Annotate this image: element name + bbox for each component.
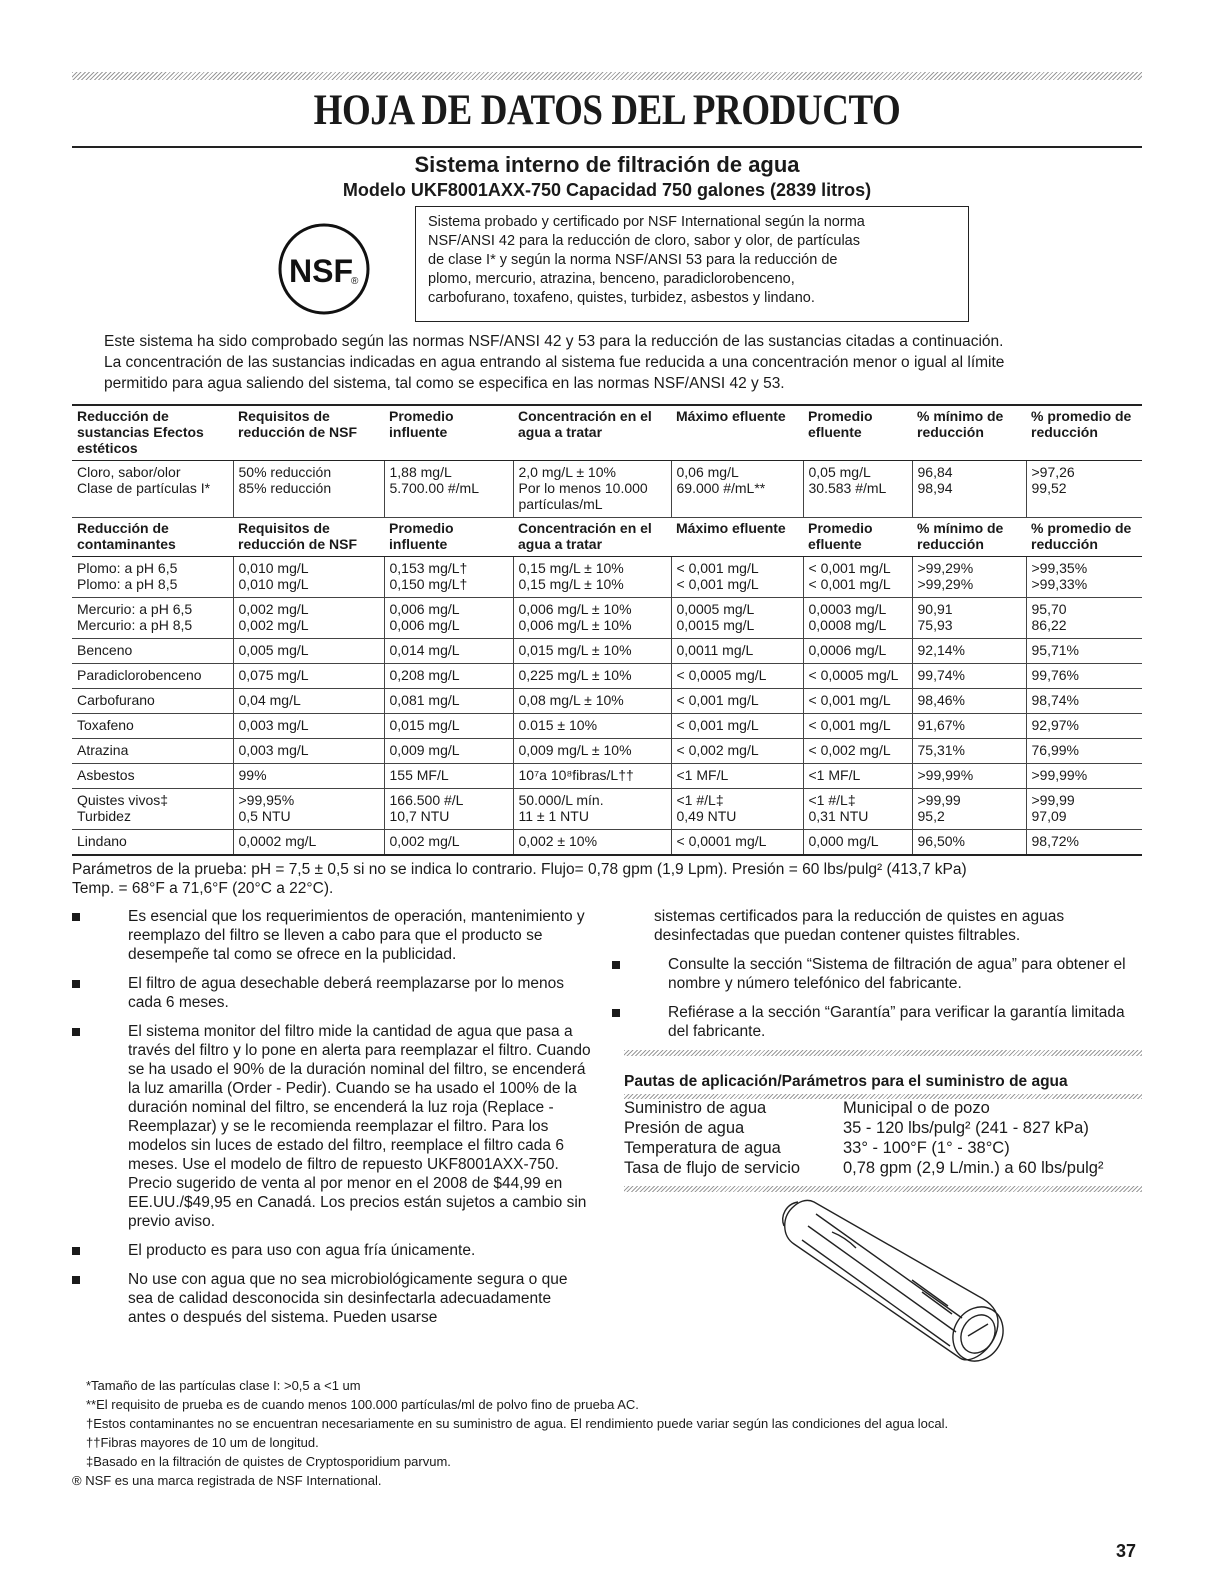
bullet-text: Es esencial que los requerimientos de operación, mantenimiento y reemplazo del filtro se lleven a cabo para que el producto se desempeñe tal como se ofrece en la publicidad. bbox=[128, 908, 585, 963]
bullet-item bbox=[72, 907, 592, 964]
table-cell: 0,0006 mg/L bbox=[803, 639, 912, 664]
column-header: % promedio de reducción bbox=[1026, 405, 1142, 461]
table-cell: 95,70 86,22 bbox=[1026, 598, 1142, 639]
page-title: HOJA DE DATOS DEL PRODUCTO bbox=[313, 87, 901, 134]
bullet-text: El filtro de agua desechable deberá reemplazarse por lo menos cada 6 meses. bbox=[128, 975, 564, 1011]
column-header: Promedio influente bbox=[384, 518, 513, 557]
nsf-logo-text: NSF bbox=[289, 253, 353, 289]
table-cell: 0,08 mg/L ± 10% bbox=[513, 689, 671, 714]
left-bullet-column bbox=[72, 907, 592, 1337]
bullet-continuation: sistemas certificados para la reducción de quistes en aguas desinfectadas que puedan contener quistes filtrables. bbox=[654, 908, 1065, 944]
bullet-square-icon bbox=[612, 961, 620, 969]
table-cell: < 0,001 mg/L bbox=[671, 689, 803, 714]
column-header: Promedio efluente bbox=[803, 405, 912, 461]
table-cell: 0,006 mg/L ± 10% 0,006 mg/L ± 10% bbox=[513, 598, 671, 639]
table-cell: Asbestos bbox=[72, 764, 233, 789]
bullet-square-icon bbox=[72, 1247, 80, 1255]
nsf-logo-icon bbox=[277, 222, 371, 316]
table-cell: 91,67% bbox=[912, 714, 1026, 739]
table-cell: <1 MF/L bbox=[803, 764, 912, 789]
footnote: **El requisito de prueba es de cuando menos 100.000 partículas/ml de polvo fino de prueba AC. bbox=[86, 1397, 639, 1412]
guidelines-table bbox=[624, 1098, 1142, 1178]
table-cell: <1 MF/L bbox=[671, 764, 803, 789]
page-number: 37 bbox=[1116, 1541, 1137, 1561]
column-header: % mínimo de reducción bbox=[912, 405, 1026, 461]
table-cell: >97,26 99,52 bbox=[1026, 461, 1142, 518]
guidelines-value: 35 - 120 lbs/pulg² (241 - 827 kPa) bbox=[843, 1119, 1089, 1137]
table-cell: >99,29% >99,29% bbox=[912, 557, 1026, 598]
table-cell: 0,002 ± 10% bbox=[513, 830, 671, 856]
table-cell: >99,95% 0,5 NTU bbox=[233, 789, 384, 830]
table-cell: 0,0011 mg/L bbox=[671, 639, 803, 664]
table-cell: 76,99% bbox=[1026, 739, 1142, 764]
table-cell: < 0,0001 mg/L bbox=[671, 830, 803, 856]
certification-box bbox=[415, 206, 969, 322]
guidelines-title: Pautas de aplicación/Parámetros para el suministro de agua bbox=[624, 1073, 1068, 1090]
guidelines-label: Temperatura de agua bbox=[624, 1139, 781, 1157]
table-row bbox=[72, 664, 1142, 689]
table-cell: Paradiclorobenceno bbox=[72, 664, 233, 689]
intro-line: La concentración de las sustancias indicadas en agua entrando al sistema fue reducida a una concentración menor o igual al límite bbox=[104, 354, 1005, 371]
guidelines-label: Suministro de agua bbox=[624, 1099, 767, 1117]
model-line: Modelo UKF8001AXX-750 Capacidad 750 galones (2839 litros) bbox=[342, 180, 872, 200]
bullet-item bbox=[72, 1022, 592, 1231]
column-header: % promedio de reducción bbox=[1026, 518, 1142, 557]
table-cell: 0,009 mg/L bbox=[384, 739, 513, 764]
svg-text:®: ® bbox=[351, 276, 359, 287]
table-cell: 0,006 mg/L 0,006 mg/L bbox=[384, 598, 513, 639]
test-parameters bbox=[72, 860, 1152, 898]
certification-line: Sistema probado y certificado por NSF International según la norma bbox=[428, 214, 865, 230]
table-cell: <1 #/L‡ 0,49 NTU bbox=[671, 789, 803, 830]
table-row bbox=[72, 764, 1142, 789]
table-cell: 0,15 mg/L ± 10% 0,15 mg/L ± 10% bbox=[513, 557, 671, 598]
table-cell: 0,04 mg/L bbox=[233, 689, 384, 714]
table-cell: 1,88 mg/L 5.700.00 #/mL bbox=[384, 461, 513, 518]
footnote: ® NSF es una marca registrada de NSF International. bbox=[72, 1473, 382, 1488]
table-cell: Quistes vivos‡ Turbidez bbox=[72, 789, 233, 830]
guidelines-hatch-top bbox=[624, 1050, 1142, 1056]
footnotes bbox=[72, 1376, 1152, 1490]
table-cell: 0,0002 mg/L bbox=[233, 830, 384, 856]
table-cell: 0,153 mg/L† 0,150 mg/L† bbox=[384, 557, 513, 598]
table-cell: 98,74% bbox=[1026, 689, 1142, 714]
table-cell: 0,05 mg/L 30.583 #/mL bbox=[803, 461, 912, 518]
footnote: ††Fibras mayores de 10 um de longitud. bbox=[86, 1435, 319, 1450]
table-cell: < 0,001 mg/L < 0,001 mg/L bbox=[671, 557, 803, 598]
table-cell: 98,72% bbox=[1026, 830, 1142, 856]
table-cell: < 0,0005 mg/L bbox=[803, 664, 912, 689]
table-cell: 0,002 mg/L bbox=[384, 830, 513, 856]
table-cell: 0,225 mg/L ± 10% bbox=[513, 664, 671, 689]
table-cell: >99,99% bbox=[1026, 764, 1142, 789]
table-cell: 0,010 mg/L 0,010 mg/L bbox=[233, 557, 384, 598]
title-divider bbox=[72, 146, 1142, 148]
column-header: Promedio efluente bbox=[803, 518, 912, 557]
test-parameters-line2: Temp. = 68°F a 71,6°F (20°C a 22°C). bbox=[72, 880, 334, 897]
table-cell: <1 #/L‡ 0,31 NTU bbox=[803, 789, 912, 830]
bullet-text: El producto es para uso con agua fría únicamente. bbox=[128, 1242, 476, 1259]
table-cell: Benceno bbox=[72, 639, 233, 664]
table-cell: < 0,001 mg/L bbox=[671, 714, 803, 739]
guidelines-row bbox=[624, 1158, 1142, 1178]
table-cell: 50.000/L mín. 11 ± 1 NTU bbox=[513, 789, 671, 830]
table-cell: 50% reducción 85% reducción bbox=[233, 461, 384, 518]
column-header: % mínimo de reducción bbox=[912, 518, 1026, 557]
table-cell: 92,97% bbox=[1026, 714, 1142, 739]
table-row bbox=[72, 461, 1142, 518]
column-header: Máximo efluente bbox=[671, 405, 803, 461]
table-cell: 0,075 mg/L bbox=[233, 664, 384, 689]
column-header: Máximo efluente bbox=[671, 518, 803, 557]
intro-line: permitido para agua saliendo del sistema, tal como se especifica en las normas NSF/ANSI 42 y 53. bbox=[104, 375, 785, 392]
certification-line: de clase I* y según la norma NSF/ANSI 53 para la reducción de bbox=[428, 252, 838, 268]
table-cell: 2,0 mg/L ± 10% Por lo menos 10.000 partículas/mL bbox=[513, 461, 671, 518]
guidelines-value: 0,78 gpm (2,9 L/min.) a 60 lbs/pulg² bbox=[843, 1159, 1104, 1177]
water-filter-cartridge-icon bbox=[772, 1196, 1012, 1368]
guidelines-hatch-bottom bbox=[624, 1186, 1142, 1192]
column-header: Reducción de contaminantes bbox=[72, 518, 233, 557]
bullet-square-icon bbox=[612, 1009, 620, 1017]
table-cell: < 0,001 mg/L bbox=[803, 689, 912, 714]
table-cell: 75,31% bbox=[912, 739, 1026, 764]
bullet-square-icon bbox=[72, 1028, 80, 1036]
table-row bbox=[72, 598, 1142, 639]
table-cell: 96,50% bbox=[912, 830, 1026, 856]
table-cell: 0,0003 mg/L 0,0008 mg/L bbox=[803, 598, 912, 639]
column-header: Concentración en el agua a tratar bbox=[513, 518, 671, 557]
table-row bbox=[72, 789, 1142, 830]
table-cell: 92,14% bbox=[912, 639, 1026, 664]
footnote: ‡Basado en la filtración de quistes de Cryptosporidium parvum. bbox=[86, 1454, 451, 1469]
guidelines-value: 33° - 100°F (1° - 38°C) bbox=[843, 1139, 1010, 1157]
column-header: Requisitos de reducción de NSF bbox=[233, 518, 384, 557]
certification-line: carbofurano, toxafeno, quistes, turbidez, asbestos y lindano. bbox=[428, 290, 815, 306]
table-cell: >99,35% >99,33% bbox=[1026, 557, 1142, 598]
table-cell: 0,014 mg/L bbox=[384, 639, 513, 664]
table-header-row bbox=[72, 405, 1142, 461]
table-header-row bbox=[72, 518, 1142, 557]
table-row bbox=[72, 557, 1142, 598]
table-cell: Atrazina bbox=[72, 739, 233, 764]
table-cell: Lindano bbox=[72, 830, 233, 856]
table-cell: 0,003 mg/L bbox=[233, 739, 384, 764]
guidelines-row bbox=[624, 1138, 1142, 1158]
column-header: Concentración en el agua a tratar bbox=[513, 405, 671, 461]
bullet-square-icon bbox=[72, 913, 80, 921]
bullet-item bbox=[72, 1241, 592, 1260]
column-header: Promedio influente bbox=[384, 405, 513, 461]
bullet-text: Refiérase a la sección “Garantía” para verificar la garantía limitada del fabricante. bbox=[668, 1004, 1125, 1040]
table-cell: < 0,001 mg/L bbox=[803, 714, 912, 739]
table-cell: 0,003 mg/L bbox=[233, 714, 384, 739]
table-cell: 99,76% bbox=[1026, 664, 1142, 689]
table-cell: 0,015 mg/L ± 10% bbox=[513, 639, 671, 664]
table-cell: 0,0005 mg/L 0,0015 mg/L bbox=[671, 598, 803, 639]
bullet-item bbox=[72, 1270, 592, 1327]
table-row bbox=[72, 689, 1142, 714]
table-cell: >99,99 97,09 bbox=[1026, 789, 1142, 830]
table-cell: 155 MF/L bbox=[384, 764, 513, 789]
bullet-square-icon bbox=[72, 1276, 80, 1284]
table-row bbox=[72, 739, 1142, 764]
certification-line: plomo, mercurio, atrazina, benceno, paradiclorobenceno, bbox=[428, 271, 795, 287]
performance-table bbox=[72, 404, 1142, 856]
guidelines-row bbox=[624, 1118, 1142, 1138]
table-cell: 0,015 mg/L bbox=[384, 714, 513, 739]
right-bullet-column bbox=[612, 907, 1142, 1051]
table-row bbox=[72, 714, 1142, 739]
table-cell: Mercurio: a pH 6,5 Mercurio: a pH 8,5 bbox=[72, 598, 233, 639]
bullet-text: No use con agua que no sea microbiológicamente segura o que sea de calidad desconocida sin desinfectarla adecuadamente antes o después del sistema. Pueden usarse bbox=[128, 1271, 568, 1326]
guidelines-row bbox=[624, 1098, 1142, 1118]
bullet-square-icon bbox=[72, 980, 80, 988]
intro-line: Este sistema ha sido comprobado según las normas NSF/ANSI 42 y 53 para la reducción de las sustancias citadas a continuación. bbox=[104, 333, 1004, 350]
table-cell: 0.015 ± 10% bbox=[513, 714, 671, 739]
table-cell: < 0,0005 mg/L bbox=[671, 664, 803, 689]
table-cell: Plomo: a pH 6,5 Plomo: a pH 8,5 bbox=[72, 557, 233, 598]
test-parameters-line1: Parámetros de la prueba: pH = 7,5 ± 0,5 si no se indica lo contrario. Flujo= 0,78 gpm (1,9 Lpm). Presión = 60 lbs/pulg² (413,7 kPa) bbox=[72, 861, 967, 878]
table-cell: < 0,002 mg/L bbox=[671, 739, 803, 764]
bullet-item bbox=[72, 974, 592, 1012]
table-cell: 0,009 mg/L ± 10% bbox=[513, 739, 671, 764]
table-cell: Carbofurano bbox=[72, 689, 233, 714]
table-cell: 90,91 75,93 bbox=[912, 598, 1026, 639]
guidelines-label: Presión de agua bbox=[624, 1119, 745, 1137]
bullet-item bbox=[612, 955, 1142, 993]
table-row bbox=[72, 830, 1142, 856]
table-cell: 98,46% bbox=[912, 689, 1026, 714]
table-cell: 166.500 #/L 10,7 NTU bbox=[384, 789, 513, 830]
table-row bbox=[72, 639, 1142, 664]
table-cell: 0,002 mg/L 0,002 mg/L bbox=[233, 598, 384, 639]
table-cell: >99,99 95,2 bbox=[912, 789, 1026, 830]
table-cell: 0,000 mg/L bbox=[803, 830, 912, 856]
table-cell: < 0,002 mg/L bbox=[803, 739, 912, 764]
bullet-item bbox=[612, 1003, 1142, 1041]
table-cell: >99,99% bbox=[912, 764, 1026, 789]
intro-paragraph bbox=[104, 331, 1144, 394]
table-cell: Cloro, sabor/olor Clase de partículas I* bbox=[72, 461, 233, 518]
table-cell: Toxafeno bbox=[72, 714, 233, 739]
section-subtitle: Sistema interno de filtración de agua bbox=[414, 152, 800, 177]
bullet-text: Consulte la sección “Sistema de filtración de agua” para obtener el nombre y número telefónico del fabricante. bbox=[668, 956, 1126, 992]
table-cell: 96,84 98,94 bbox=[912, 461, 1026, 518]
column-header: Requisitos de reducción de NSF bbox=[233, 405, 384, 461]
guidelines-label: Tasa de flujo de servicio bbox=[624, 1159, 801, 1177]
guidelines-value: Municipal o de pozo bbox=[843, 1099, 990, 1117]
bullet-text: El sistema monitor del filtro mide la cantidad de agua que pasa a través del filtro y lo pone en alerta para reemplazar el filtro. Cuando se ha usado el 90% de la duración nominal del filtro, se encenderá la luz amarilla (Order - Pedir). Cuando se ha usado el 100% de la duración nominal del filtro, se encenderá la luz roja (Replace - Reemplazar) y se le recomienda reemplazar el filtro. Para los modelos sin luces de estado del filtro, reemplace el filtro cada 6 meses. Use el modelo de filtro de repuesto UKF8001AXX-750. Precio sugerido de venta al por menor en el 2008 de $44,99 en EE.UU./$49,95 en Canadá. Los precios están sujetos a cambio sin previo aviso. bbox=[128, 1023, 591, 1230]
column-header: Reducción de sustancias Efectos estéticos bbox=[72, 405, 233, 461]
table-cell: 0,208 mg/L bbox=[384, 664, 513, 689]
table-cell: 99% bbox=[233, 764, 384, 789]
table-cell: 0,06 mg/L 69.000 #/mL** bbox=[671, 461, 803, 518]
table-cell: 95,71% bbox=[1026, 639, 1142, 664]
table-cell: 10⁷a 10⁸fibras/L†† bbox=[513, 764, 671, 789]
table-cell: 0,081 mg/L bbox=[384, 689, 513, 714]
table-cell: 0,005 mg/L bbox=[233, 639, 384, 664]
certification-line: NSF/ANSI 42 para la reducción de cloro, sabor y olor, de partículas bbox=[428, 233, 860, 249]
table-cell: < 0,001 mg/L < 0,001 mg/L bbox=[803, 557, 912, 598]
top-hatch-bar bbox=[72, 72, 1142, 80]
footnote: *Tamaño de las partículas clase I: >0,5 a <1 um bbox=[86, 1378, 361, 1393]
footnote: †Estos contaminantes no se encuentran necesariamente en su suministro de agua. El rendimiento puede variar según las condiciones del agua local. bbox=[86, 1416, 949, 1431]
table-cell: 99,74% bbox=[912, 664, 1026, 689]
